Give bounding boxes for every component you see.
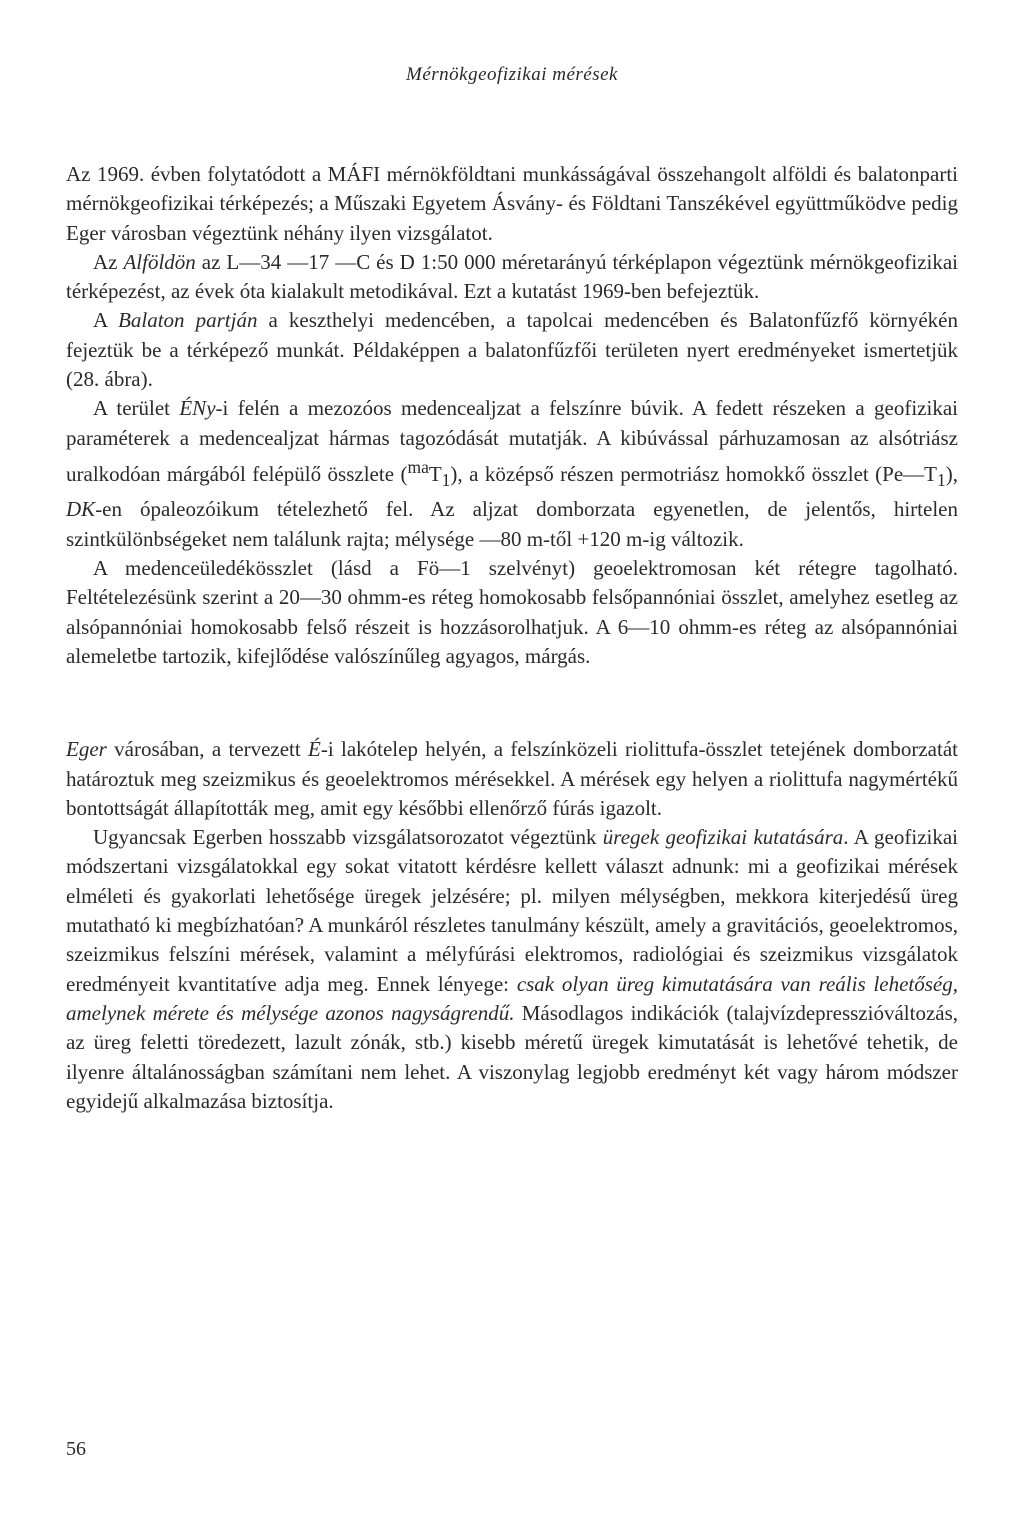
emphasis: É bbox=[308, 737, 321, 762]
section-gap bbox=[66, 671, 958, 735]
page-number: 56 bbox=[66, 1438, 86, 1460]
running-header: Mérnökgeofizikai mérések bbox=[406, 64, 618, 85]
subscript: 1 bbox=[937, 470, 946, 491]
text: -i felén a mezozóos medencealjzat a felszínre búvik. A fedett részeken a geofizikai paraméterek a medencealjzat hármas tagozódását mutatják. A kibúvással párhuzamosan az alsótriász uralkodóan márgából felépülő összlete ( bbox=[66, 396, 958, 486]
text: -i lakótelep helyén, a felszínközeli riolittufa-összlet tetejének domborzatát határoztuk meg szeizmikus és geoelektromos mérésekkel. A mérések egy helyen a riolittufa nagymértékű bontottságát állapították meg, amit egy későbbi ellenőrző fúrás igazolt. bbox=[66, 737, 958, 820]
emphasis: üregek geofizikai kutatására bbox=[602, 825, 844, 850]
paragraph-intro: Az 1969. évben folytatódott a MÁFI mérnökföldtani munkásságával összehangolt alföldi és balatonparti mérnökgeofizikai térképezés; a Műszaki Egyetem Ásvány- és Földtani Tanszékével együttműködve pedig Eger városban végeztünk néhány ilyen vizsgálatot. bbox=[66, 162, 958, 245]
subscript: 1 bbox=[441, 470, 451, 491]
text: -en ópaleozóikum tételezhető fel. Az aljzat domborzata egyenetlen, de jelentős, hirtelen szintkülönbségeket nem találunk rajta; mélysége —80 m-től +120 m-ig változik. bbox=[66, 497, 958, 551]
text: ), a középső részen permotriász homokkő összlet (Pe—T bbox=[450, 461, 937, 486]
text: a keszthelyi medencében, a tapolcai medencében és Balatonfűzfő környékén fejeztük be a térképező munkát. Példaképpen a balatonfűzfői területen nyert eredményeket ismertetjük (28. ábra). bbox=[66, 308, 958, 392]
paragraph-alfold bbox=[66, 248, 958, 307]
emphasis: ÉNy bbox=[179, 396, 216, 421]
paragraph-balaton bbox=[66, 306, 958, 394]
text: T bbox=[428, 461, 442, 486]
text: A bbox=[93, 308, 119, 333]
text: . A geofizikai módszertani vizsgálatokkal egy sokat vitatott kérdésre kellett választ adnunk: mi a geofizikai mérések elméleti és gyakorlati lehetősége üregek jelzésére; pl. milyen mélységben, mekkora kiterjedésű üreg mutatható ki megbízhatóan? A munkáról részletes tanulmány készült, amely a gravitációs, geoelektromos, szeizmikus felszíni mérések, valamint a mélyfúrási elektromos, radiológiai és szeizmikus vizsgálatok eredményeit kvantitatíve adja meg. Ennek lényege: bbox=[66, 825, 959, 996]
text: Ugyancsak Egerben hosszabb vizsgálatsorozatot végeztünk bbox=[93, 825, 603, 850]
emphasis: Eger bbox=[66, 737, 107, 762]
emphasis: Balaton partján bbox=[118, 308, 258, 333]
emphasis: Alföldön bbox=[123, 249, 196, 274]
emphasis: DK bbox=[66, 497, 96, 522]
text: Az bbox=[93, 249, 124, 274]
text: ), bbox=[945, 461, 958, 486]
text: Másodlagos indikációk (talajvízdepresszióváltozás, az üreg feletti töredezett, lazult zónák, stb.) kisebb méretű üregek kimutatását is lehetővé tehetik, de ilyenre általánosságban számítani nem lehet. A viszonylag legjobb eredményt két vagy három módszer egyidejű alkalmazása biztosítja. bbox=[66, 1000, 959, 1113]
text: az L—34 —17 —C és D 1:50 000 méretarányú térképlapon végeztünk mérnökgeofizikai térképezést, az évek óta kialakult metodikával. Ezt a kutatást 1969-ben befejeztük. bbox=[66, 249, 958, 304]
paragraph-cavities bbox=[66, 823, 958, 1116]
text: városában, a tervezett bbox=[106, 737, 309, 762]
text: A terület bbox=[93, 396, 180, 421]
paragraph-sediment: A medenceüledékösszlet (lásd a Fö—1 szelvényt) geoelektromosan két rétegre tagolható. Feltételezésünk szerint a 20—30 ohmm-es réteg homokosabb felsőpannóniai összlet, amelyhez esetleg az alsópannóniai homokosabb felső részeit is hozzásorolhatjuk. A 6—10 ohmm-es réteg az alsópannóniai alemeletbe tartozik, kifejlődése valószínűleg agyagos, márgás. bbox=[66, 556, 958, 668]
paragraph-eger bbox=[66, 735, 958, 823]
paragraph-area bbox=[66, 394, 958, 554]
page-body bbox=[66, 160, 958, 1116]
superscript: ma bbox=[407, 456, 429, 477]
emphasis: csak olyan üreg kimutatására van reális lehetőség, amelynek mérete és mélysége azonos nagyságrendű. bbox=[66, 971, 958, 1025]
